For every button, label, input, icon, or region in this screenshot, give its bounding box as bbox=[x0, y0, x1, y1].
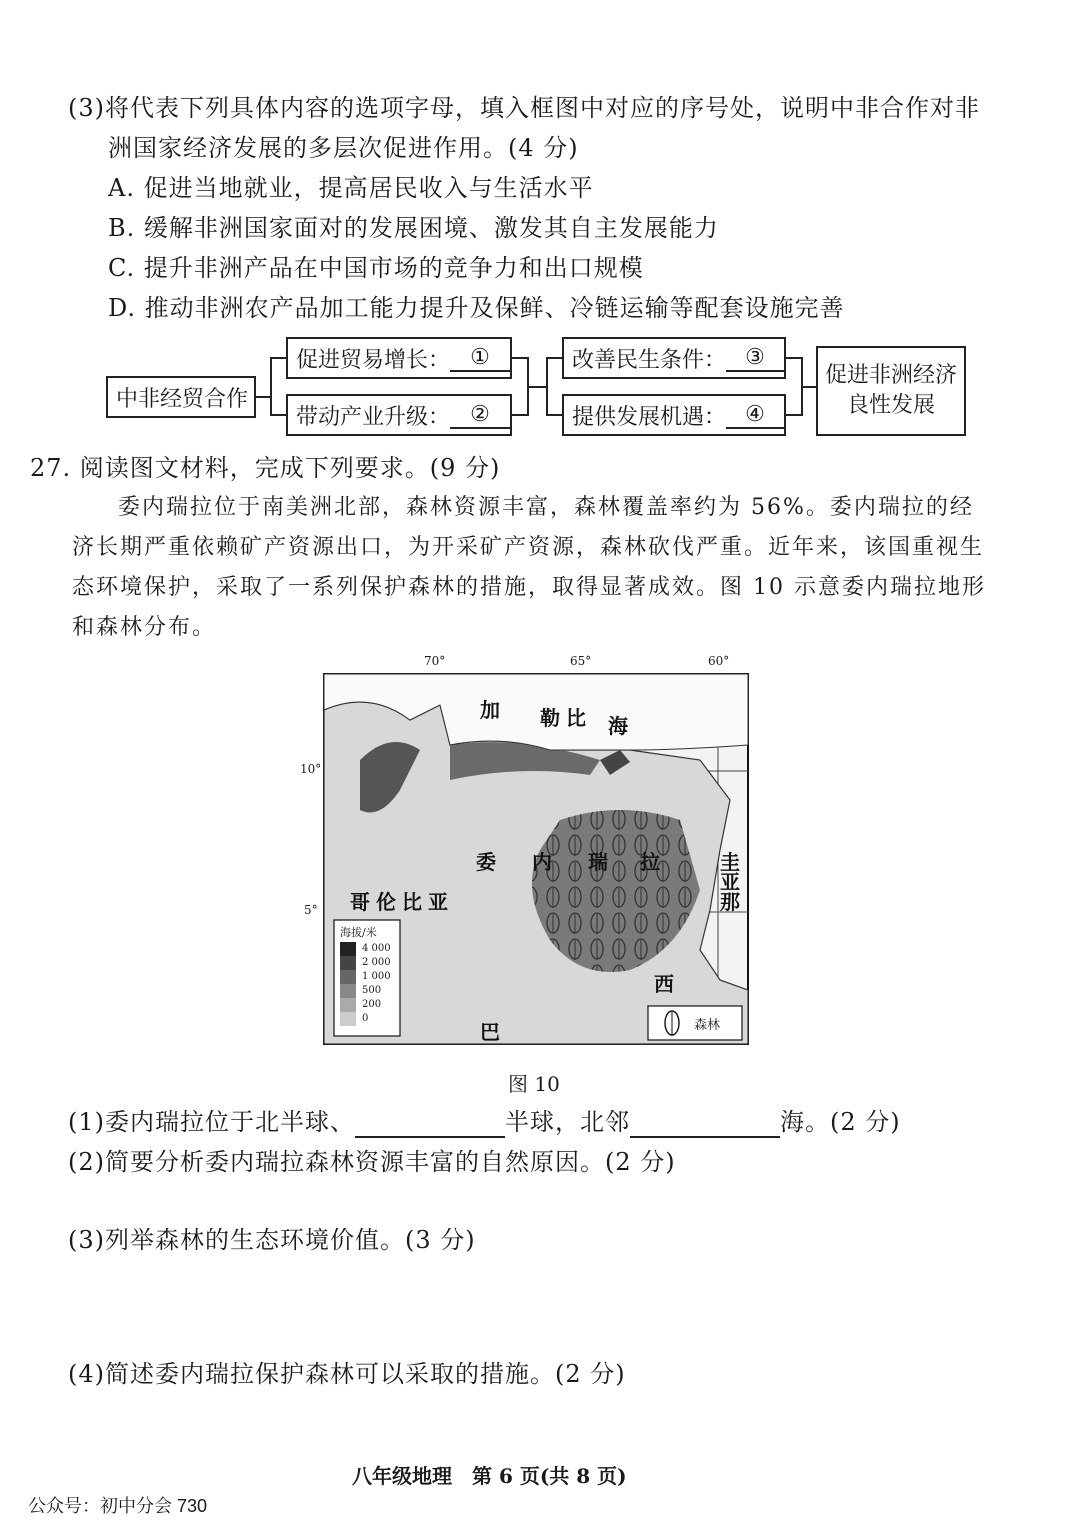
blank-3[interactable]: ③ bbox=[726, 345, 784, 372]
country-char-4: 拉 bbox=[640, 850, 660, 874]
sub1-part-a: (1)委内瑞拉位于北半球、 bbox=[68, 1108, 355, 1136]
lon-70-label: 70° bbox=[424, 654, 446, 668]
connector bbox=[512, 414, 528, 416]
legend-title: 海拔/米 bbox=[340, 926, 377, 939]
venezuela-map bbox=[300, 650, 780, 1050]
connector bbox=[801, 386, 817, 388]
lon-65-label: 65° bbox=[570, 654, 592, 668]
box-end-line1: 促进非洲经济 bbox=[824, 363, 957, 388]
box-opportunity bbox=[562, 394, 786, 436]
box-industry-upgrade-label: 带动产业升级： bbox=[296, 404, 451, 430]
box-opportunity-label: 提供发展机遇： bbox=[572, 404, 727, 430]
option-a: A. 促进当地就业，提高居民收入与生活水平 bbox=[108, 174, 594, 202]
box-start bbox=[106, 376, 256, 418]
connector bbox=[270, 414, 286, 416]
country-char-2: 内 bbox=[532, 850, 552, 874]
figure-caption: 图 10 bbox=[508, 1072, 560, 1096]
q27-sub4: (4)简述委内瑞拉保护森林可以采取的措施。(2 分) bbox=[68, 1360, 626, 1388]
box-start-label: 中非经贸合作 bbox=[116, 386, 249, 412]
box-livelihood-label: 改善民生条件： bbox=[572, 347, 727, 373]
option-c: C. 提升非洲产品在中国市场的竞争力和出口规模 bbox=[108, 254, 644, 282]
sea-char-2: 勒 bbox=[540, 706, 560, 730]
option-d: D. 推动非洲农产品加工能力提升及保鲜、冷链运输等配套设施完善 bbox=[108, 294, 845, 322]
connector bbox=[546, 414, 562, 416]
box-end-line2: 良性发展 bbox=[846, 393, 935, 418]
country-char-3: 瑞 bbox=[588, 850, 608, 874]
legend-swatch bbox=[340, 998, 356, 1012]
country-char-1: 委 bbox=[476, 850, 496, 874]
colombia-label: 哥伦比亚 bbox=[350, 890, 454, 914]
brazil-char-1: 巴 bbox=[480, 1020, 500, 1044]
sea-char-3: 比 bbox=[566, 706, 586, 730]
sub1-part-b: 半球，北邻 bbox=[505, 1108, 630, 1136]
guyana-char-1: 圭 bbox=[720, 850, 740, 874]
watermark: 公众号：初中分会 730 bbox=[28, 1496, 208, 1516]
answer-blank-hemisphere[interactable] bbox=[355, 1108, 505, 1138]
option-b: B. 缓解非洲国家面对的发展困境、激发其自主发展能力 bbox=[108, 214, 719, 242]
connector bbox=[270, 357, 272, 415]
brazil-char-2: 西 bbox=[654, 972, 674, 996]
q26-3-stem-line1: (3)将代表下列具体内容的选项字母，填入框图中对应的序号处，说明中非合作对非 bbox=[68, 94, 980, 122]
q27-material: 委内瑞拉位于南美洲北部，森林资源丰富，森林覆盖率约为 56%。委内瑞拉的经济长期严重依赖矿产资源出口，为开采矿产资源，森林砍伐严重。近年来，该国重视生态环境保护，采取了一系列保护森林的措施，取得显著成效。图 10 示意委内瑞拉地形和森林分布。 bbox=[72, 495, 986, 640]
q27-sub1 bbox=[68, 1106, 901, 1138]
blank-1[interactable]: ① bbox=[450, 345, 510, 372]
box-livelihood bbox=[562, 337, 786, 379]
page-footer: 八年级地理 第 6 页(共 8 页) bbox=[352, 1464, 627, 1488]
sea-char-1: 加 bbox=[480, 698, 500, 722]
legend-swatch bbox=[340, 970, 356, 984]
legend-value: 1 000 bbox=[362, 971, 391, 982]
guyana-char-3: 那 bbox=[720, 890, 740, 914]
lat-10-label: 10° bbox=[300, 762, 322, 776]
connector bbox=[546, 357, 548, 416]
connector bbox=[527, 386, 547, 388]
sub1-part-c: 海。(2 分) bbox=[780, 1108, 901, 1136]
q27-heading: 27. 阅读图文材料，完成下列要求。(9 分) bbox=[30, 454, 501, 482]
legend-value: 2 000 bbox=[362, 957, 391, 968]
legend-swatch bbox=[340, 1012, 356, 1026]
legend-value: 500 bbox=[362, 985, 382, 996]
guyana-char-2: 亚 bbox=[720, 870, 740, 894]
q27-sub2: (2)简要分析委内瑞拉森林资源丰富的自然原因。(2 分) bbox=[68, 1148, 676, 1176]
box-trade-growth bbox=[286, 337, 512, 379]
box-industry-upgrade bbox=[286, 394, 512, 436]
lat-5-label: 5° bbox=[304, 903, 318, 917]
forest-legend-label: 森林 bbox=[694, 1018, 721, 1033]
legend-value: 4 000 bbox=[362, 943, 391, 954]
q26-3-stem-line2: 洲国家经济发展的多层次促进作用。(4 分) bbox=[108, 134, 579, 162]
q27-sub3: (3)列举森林的生态环境价值。(3 分) bbox=[68, 1226, 476, 1254]
connector bbox=[786, 357, 802, 359]
blank-4[interactable]: ④ bbox=[726, 402, 784, 429]
legend-swatch bbox=[340, 942, 356, 956]
lon-60-label: 60° bbox=[708, 654, 730, 668]
connector bbox=[256, 396, 270, 398]
box-trade-growth-label: 促进贸易增长： bbox=[296, 347, 451, 373]
legend-value: 0 bbox=[362, 1013, 369, 1024]
connector bbox=[270, 357, 286, 359]
legend-value: 200 bbox=[362, 999, 382, 1010]
legend-swatch bbox=[340, 984, 356, 998]
box-end bbox=[816, 346, 966, 436]
legend-swatch bbox=[340, 956, 356, 970]
answer-blank-sea[interactable] bbox=[630, 1108, 780, 1138]
blank-2[interactable]: ② bbox=[450, 402, 510, 429]
connector bbox=[512, 357, 528, 359]
legend-values bbox=[362, 942, 391, 1026]
sea-char-4: 海 bbox=[608, 714, 628, 738]
connector bbox=[546, 357, 562, 359]
connector bbox=[786, 414, 802, 416]
